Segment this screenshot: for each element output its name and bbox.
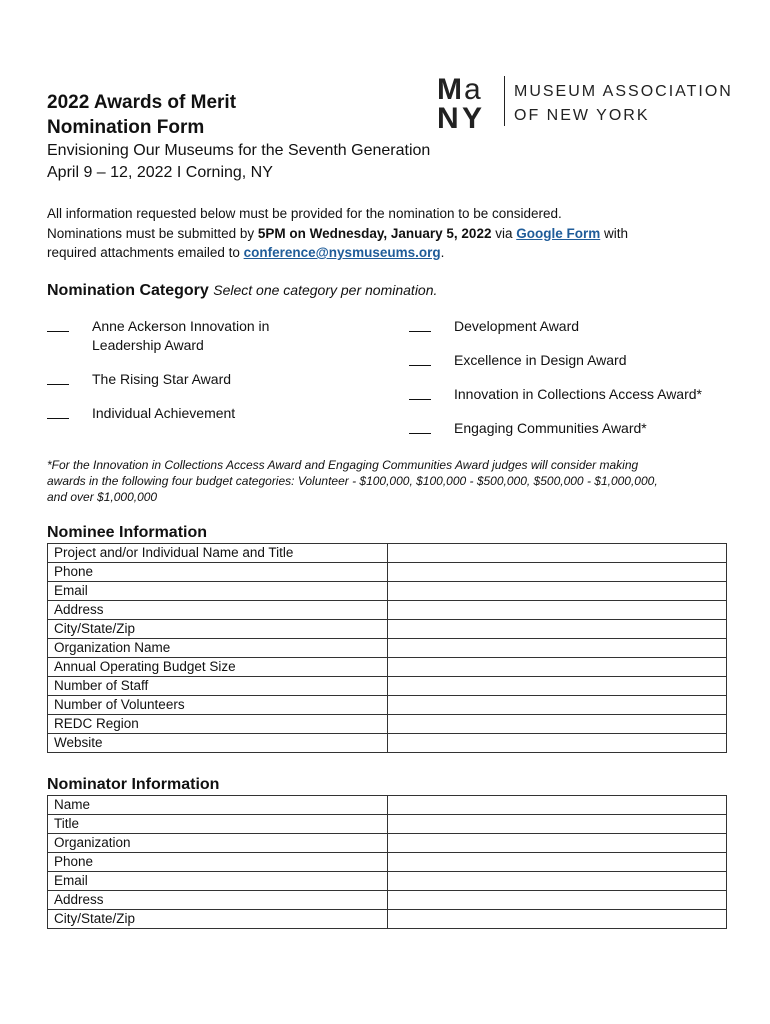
- nominator-field-label: Phone: [48, 853, 388, 872]
- blank-development[interactable]: [409, 331, 431, 332]
- nominee-field-label: Number of Staff: [48, 677, 388, 696]
- title-line-2: Nomination Form: [47, 117, 205, 138]
- blank-rising-star[interactable]: [47, 384, 69, 385]
- nominator-row: [48, 872, 727, 891]
- logo-line-1: MUSEUM ASSOCIATION: [514, 83, 733, 100]
- nominee-field-input[interactable]: [388, 639, 727, 658]
- blank-anne-ackerson[interactable]: [47, 331, 69, 332]
- deadline-text: 5PM on Wednesday, January 5, 2022: [257, 225, 492, 241]
- intro-paragraph: [47, 204, 737, 263]
- nominator-row: [48, 796, 727, 815]
- category-heading: Nomination Category Select one category per nomination.: [47, 282, 438, 299]
- nominee-field-input[interactable]: [388, 620, 727, 639]
- svg-text:Y: Y: [462, 102, 483, 130]
- title-line-1: 2022 Awards of Merit: [47, 92, 237, 113]
- intro-line-2: Nominations must be submitted by 5PM on Wednesday, January 5, 2022 via Google Form with: [47, 225, 628, 241]
- blank-individual-achievement[interactable]: [47, 418, 69, 419]
- nominee-field-input[interactable]: [388, 601, 727, 620]
- form-title: [47, 90, 236, 140]
- nominee-field-label: Phone: [48, 563, 388, 582]
- nominee-field-label: Address: [48, 601, 388, 620]
- nominator-field-label: Address: [48, 891, 388, 910]
- nominee-field-label: Number of Volunteers: [48, 696, 388, 715]
- option-engaging-communities: Engaging Communities Award*: [454, 420, 647, 436]
- nominee-field-label: REDC Region: [48, 715, 388, 734]
- nominator-field-input[interactable]: [388, 872, 727, 891]
- subtitle-line-2: April 9 – 12, 2022 I Corning, NY: [47, 164, 273, 181]
- nominator-field-label: Email: [48, 872, 388, 891]
- nominator-row: [48, 910, 727, 929]
- nominator-field-label: Name: [48, 796, 388, 815]
- nominator-field-input[interactable]: [388, 834, 727, 853]
- nominator-field-input[interactable]: [388, 891, 727, 910]
- nominee-row: [48, 601, 727, 620]
- nominee-field-input[interactable]: [388, 658, 727, 677]
- category-note: Select one category per nomination.: [213, 282, 438, 298]
- nominator-field-input[interactable]: [388, 910, 727, 929]
- nominee-row: [48, 658, 727, 677]
- logo-divider: [504, 76, 505, 126]
- nominator-field-input[interactable]: [388, 815, 727, 834]
- logo-wordmark: [514, 80, 733, 128]
- option-rising-star: The Rising Star Award: [92, 371, 232, 387]
- subtitle-line-1: Envisioning Our Museums for the Seventh Generation: [47, 142, 431, 159]
- nominee-field-input[interactable]: [388, 715, 727, 734]
- nominee-heading: Nominee Information: [47, 524, 208, 541]
- nominee-row: [48, 715, 727, 734]
- nominee-row: [48, 696, 727, 715]
- organization-logo: [436, 72, 736, 132]
- nominator-field-label: Title: [48, 815, 388, 834]
- option-development: Development Award: [454, 318, 580, 334]
- blank-engaging-communities[interactable]: [409, 433, 431, 434]
- nominee-field-input[interactable]: [388, 734, 727, 753]
- category-footnote: *For the Innovation in Collections Access Award and Engaging Communities Award judges will consider making awards in the following four budget categories: Volunteer - $100,000, $100,000 - $500,000, $500,000 - $1,000,000, and over $1,000,000: [47, 458, 658, 504]
- nominee-field-label: Website: [48, 734, 388, 753]
- many-logo-icon: [436, 72, 494, 130]
- nominator-field-label: Organization: [48, 834, 388, 853]
- svg-text:N: N: [437, 102, 459, 130]
- nominee-field-label: Email: [48, 582, 388, 601]
- nominee-field-label: Project and/or Individual Name and Title: [48, 544, 388, 563]
- nominee-field-input[interactable]: [388, 677, 727, 696]
- form-subtitle: [47, 140, 430, 184]
- nominee-field-input[interactable]: [388, 544, 727, 563]
- nominee-field-input[interactable]: [388, 696, 727, 715]
- option-anne-ackerson: Anne Ackerson Innovation in Leadership Award: [92, 318, 270, 353]
- nominee-row: [48, 734, 727, 753]
- nominee-row: [48, 620, 727, 639]
- nominator-table: [47, 795, 727, 929]
- google-form-link[interactable]: Google Form: [516, 225, 601, 241]
- svg-text:a: a: [464, 73, 481, 106]
- blank-collections-access[interactable]: [409, 399, 431, 400]
- nominator-row: [48, 853, 727, 872]
- nominator-row: [48, 834, 727, 853]
- nominee-field-input[interactable]: [388, 563, 727, 582]
- nominee-field-label: Annual Operating Budget Size: [48, 658, 388, 677]
- nominee-field-label: City/State/Zip: [48, 620, 388, 639]
- nominator-field-input[interactable]: [388, 853, 727, 872]
- intro-line-1: All information requested below must be provided for the nomination to be considered.: [47, 206, 562, 221]
- nominator-row: [48, 815, 727, 834]
- nominee-field-label: Organization Name: [48, 639, 388, 658]
- intro-line-3: required attachments emailed to conference@nysmuseums.org.: [47, 245, 445, 260]
- option-individual-achievement: Individual Achievement: [92, 405, 236, 421]
- nominator-field-input[interactable]: [388, 796, 727, 815]
- nominator-row: [48, 891, 727, 910]
- svg-text:M: M: [437, 73, 462, 106]
- logo-line-2: OF NEW YORK: [514, 107, 650, 124]
- nominee-row: [48, 639, 727, 658]
- nominee-row: [48, 544, 727, 563]
- option-collections-access: Innovation in Collections Access Award*: [454, 386, 702, 402]
- nominator-field-label: City/State/Zip: [48, 910, 388, 929]
- nominee-field-input[interactable]: [388, 582, 727, 601]
- nominee-row: [48, 563, 727, 582]
- nominator-heading: Nominator Information: [47, 776, 220, 793]
- option-excellence-design: Excellence in Design Award: [454, 352, 627, 368]
- nominee-table: [47, 543, 727, 753]
- nominee-row: [48, 677, 727, 696]
- blank-excellence-design[interactable]: [409, 365, 431, 366]
- nominee-row: [48, 582, 727, 601]
- email-link[interactable]: conference@nysmuseums.org: [243, 245, 441, 260]
